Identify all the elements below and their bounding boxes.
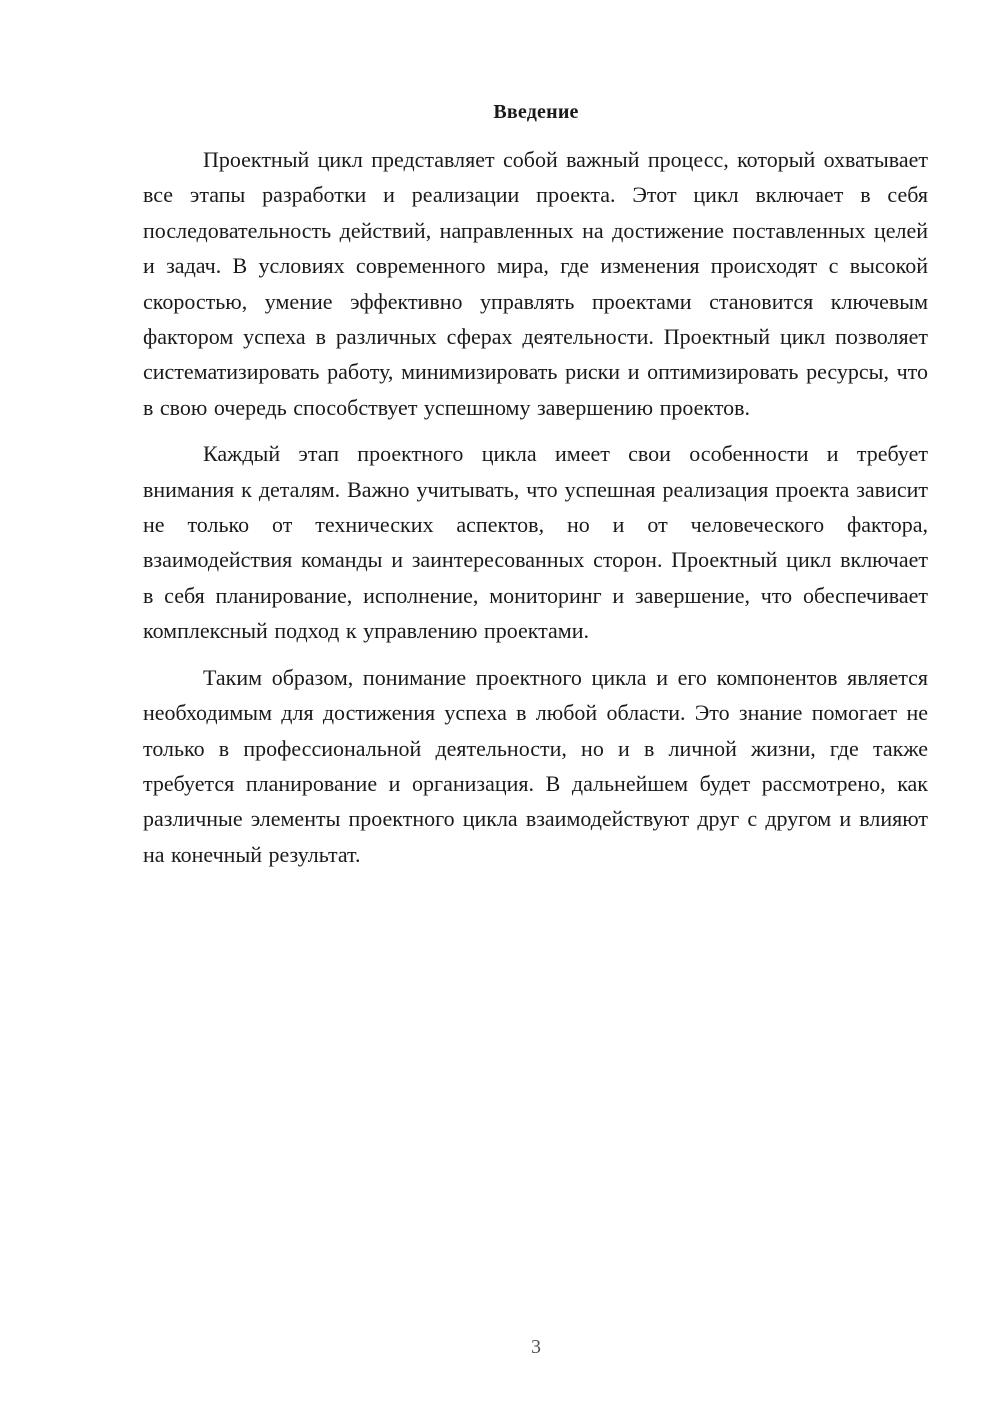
paragraph-2: Каждый этап проектного цикла имеет свои особенности и требует внимания к деталям. Важно учитывать, что успешная реализация проекта зависит не только от технических аспектов, но и от человеческого фактора, взаимодействия команды и заинтересованных сторон. Проектный цикл включает в себя планирование, исполнение, мониторинг и завершение, что обеспечивает комплексный подход к управлению проектами. bbox=[143, 441, 928, 644]
page-number: 3 bbox=[531, 1336, 541, 1358]
body-text bbox=[143, 142, 928, 872]
paragraph-3: Таким образом, понимание проектного цикла и его компонентов является необходимым для достижения успеха в любой области. Это знание помогает не только в профессиональной деятельности, но и в личной жизни, где также требуется планирование и организация. В дальнейшем будет рассмотрено, как различные элементы проектного цикла взаимодействуют друг с другом и влияют на конечный результат. bbox=[143, 664, 928, 867]
paragraph-1: Проектный цикл представляет собой важный процесс, который охватывает все этапы разработки и реализации проекта. Этот цикл включает в себя последовательность действий, направленных на достижение поставленных целей и задач. В условиях современного мира, где изменения происходят с высокой скоростью, умение эффективно управлять проектами становится ключевым фактором успеха в различных сферах деятельности. Проектный цикл позволяет систематизировать работу, минимизировать риски и оптимизировать ресурсы, что в свою очередь способствует успешному завершению проектов. bbox=[143, 147, 928, 420]
section-heading: Введение bbox=[493, 101, 579, 123]
